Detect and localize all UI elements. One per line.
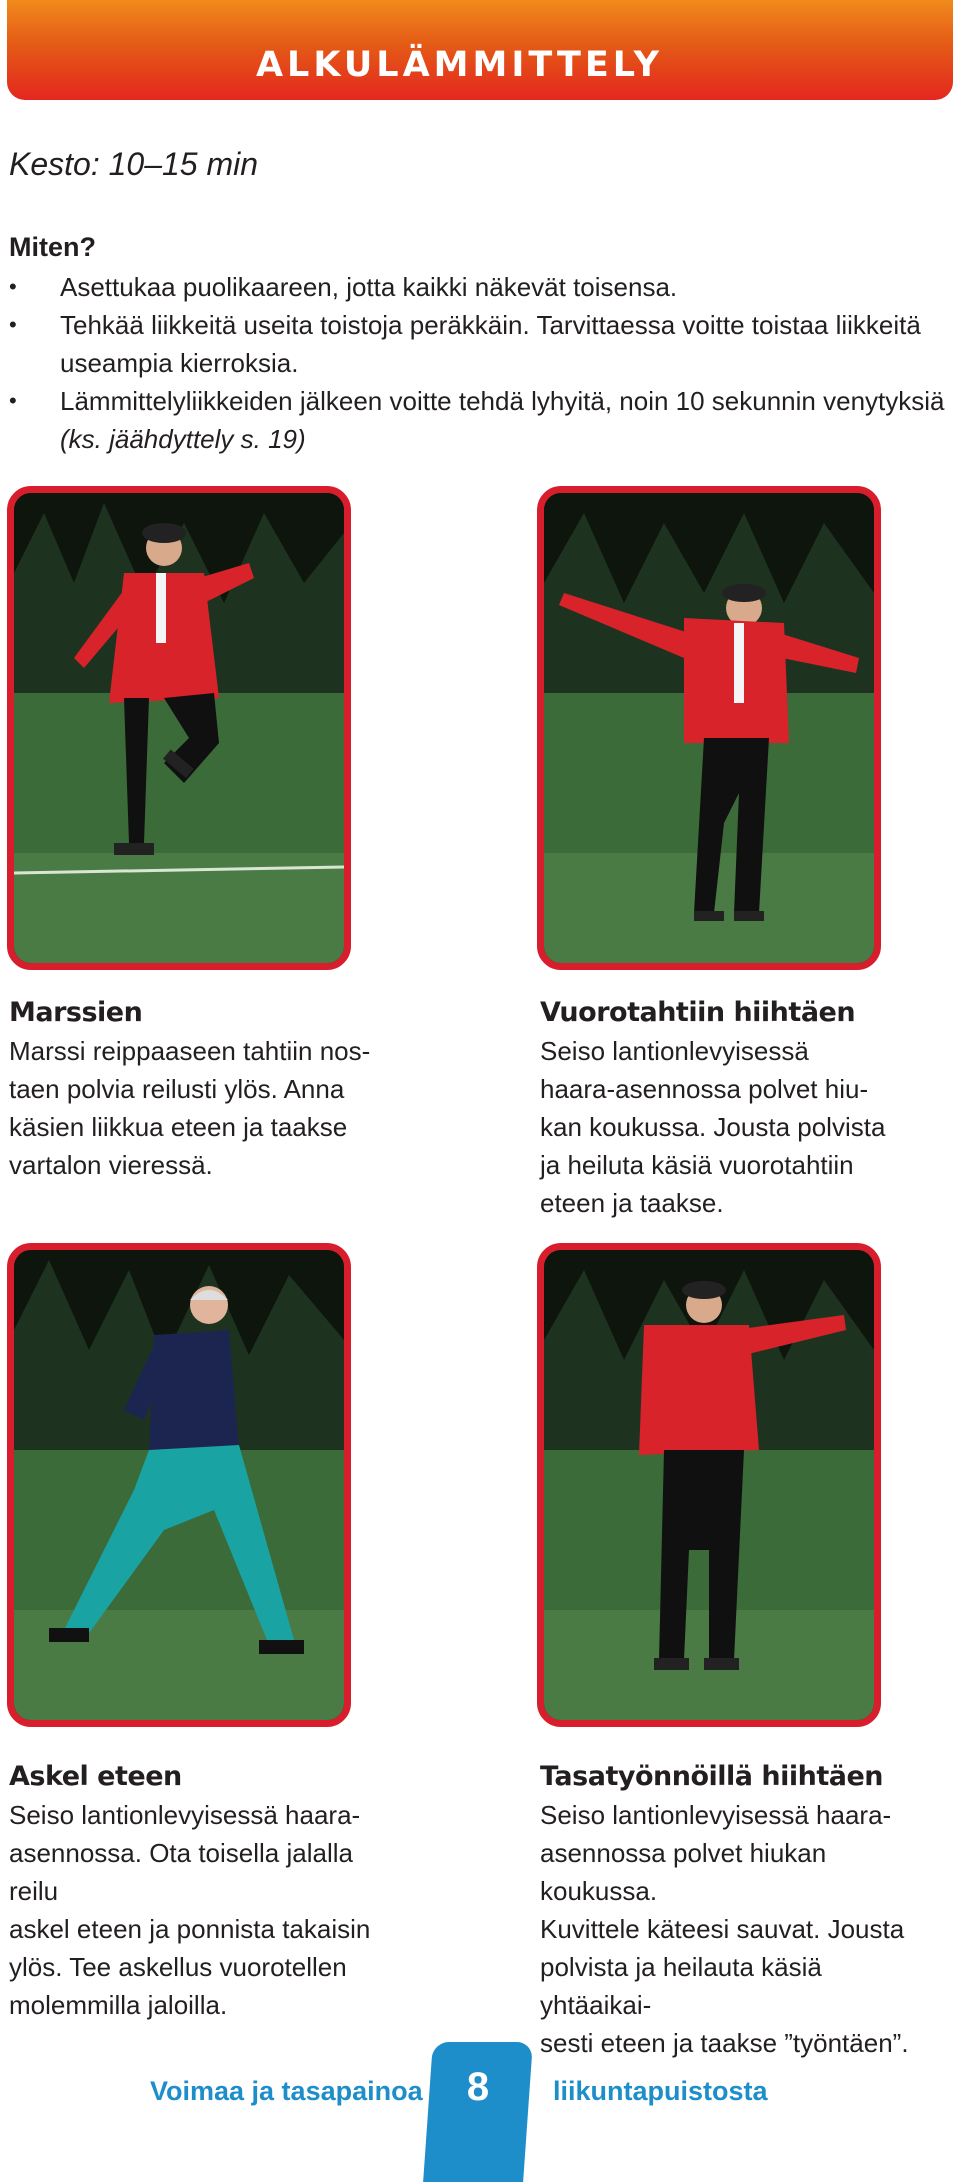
bullet: •: [9, 312, 17, 337]
footer-series-title-left: Voimaa ja tasapainoa: [150, 2076, 423, 2106]
exercise-description: Marssi reippaaseen tahtiin nos- taen polvia reilusti ylös. Anna käsien liikkua eteen ja taakse vartalon vieressä.: [9, 1036, 371, 1180]
instruction-item: [9, 306, 949, 382]
instruction-item: [9, 268, 949, 306]
page-reference: (ks. jäähdyttely s. 19): [60, 424, 306, 454]
photo-marching: [7, 486, 351, 970]
exercise-title: Askel eteen: [9, 1761, 182, 1792]
duration-label: Kesto: 10–15 min: [9, 146, 259, 182]
instruction-text: Tehkää liikkeitä useita toistoja peräkkäin. Tarvittaessa voitte toistaa liikkeitä useampia kierroksia.: [60, 310, 921, 378]
exercise-title: Vuorotahtiin hiihtäen: [540, 997, 856, 1028]
photo-alternating-ski: [537, 486, 881, 970]
page-number: 8: [466, 2065, 490, 2109]
exercise-title: Tasatyönnöillä hiihtäen: [540, 1761, 883, 1792]
page-number-tab: [423, 2042, 533, 2182]
exercise-caption: [540, 1758, 940, 2062]
photo-marching-illustration: [14, 493, 344, 963]
photo-alternating-ski-illustration: [544, 493, 874, 963]
exercise-title: Marssien: [9, 997, 143, 1028]
photo-step-forward-illustration: [14, 1250, 344, 1720]
exercise-caption: [9, 994, 409, 1184]
instruction-list: [9, 268, 949, 458]
bullet: •: [9, 274, 17, 299]
chapter-title: ALKULÄMMITTELY: [255, 45, 663, 85]
footer-series-title-right: liikuntapuistosta: [553, 2076, 768, 2106]
bullet: •: [9, 388, 17, 413]
how-heading: Miten?: [9, 232, 96, 262]
exercise-caption: [9, 1758, 409, 2024]
instruction-text: Asettukaa puolikaareen, jotta kaikki näkevät toisensa.: [60, 272, 678, 302]
exercise-caption: [540, 994, 940, 1222]
jacket: [149, 1330, 239, 1455]
photo-double-pole-illustration: [544, 1250, 874, 1720]
photo-double-pole: [537, 1243, 881, 1727]
chapter-header-bar: [7, 0, 953, 100]
exercise-description: Seiso lantionlevyisessä haara- asennossa polvet hiukan koukussa. Kuvittele käteesi sauvat. Jousta polvista ja heilauta käsiä yhtäaikai- sesti eteen ja taakse ”työntäen”.: [540, 1800, 909, 2058]
exercise-description: Seiso lantionlevyisessä haara-asennossa polvet hiu- kan koukussa. Jousta polvista ja heiluta käsiä vuorotahtiin eteen ja taakse.: [540, 1036, 886, 1218]
instruction-item: [9, 382, 949, 458]
instruction-text: Lämmittelyliikkeiden jälkeen voitte tehdä lyhyitä, noin 10 sekunnin venytyksiä: [60, 386, 945, 416]
exercise-description: Seiso lantionlevyisessä haara- asennossa. Ota toisella jalalla reilu askel eteen ja ponnista takaisin ylös. Tee askellus vuorotellen molemmilla jaloilla.: [9, 1800, 371, 2020]
photo-step-forward: [7, 1243, 351, 1727]
